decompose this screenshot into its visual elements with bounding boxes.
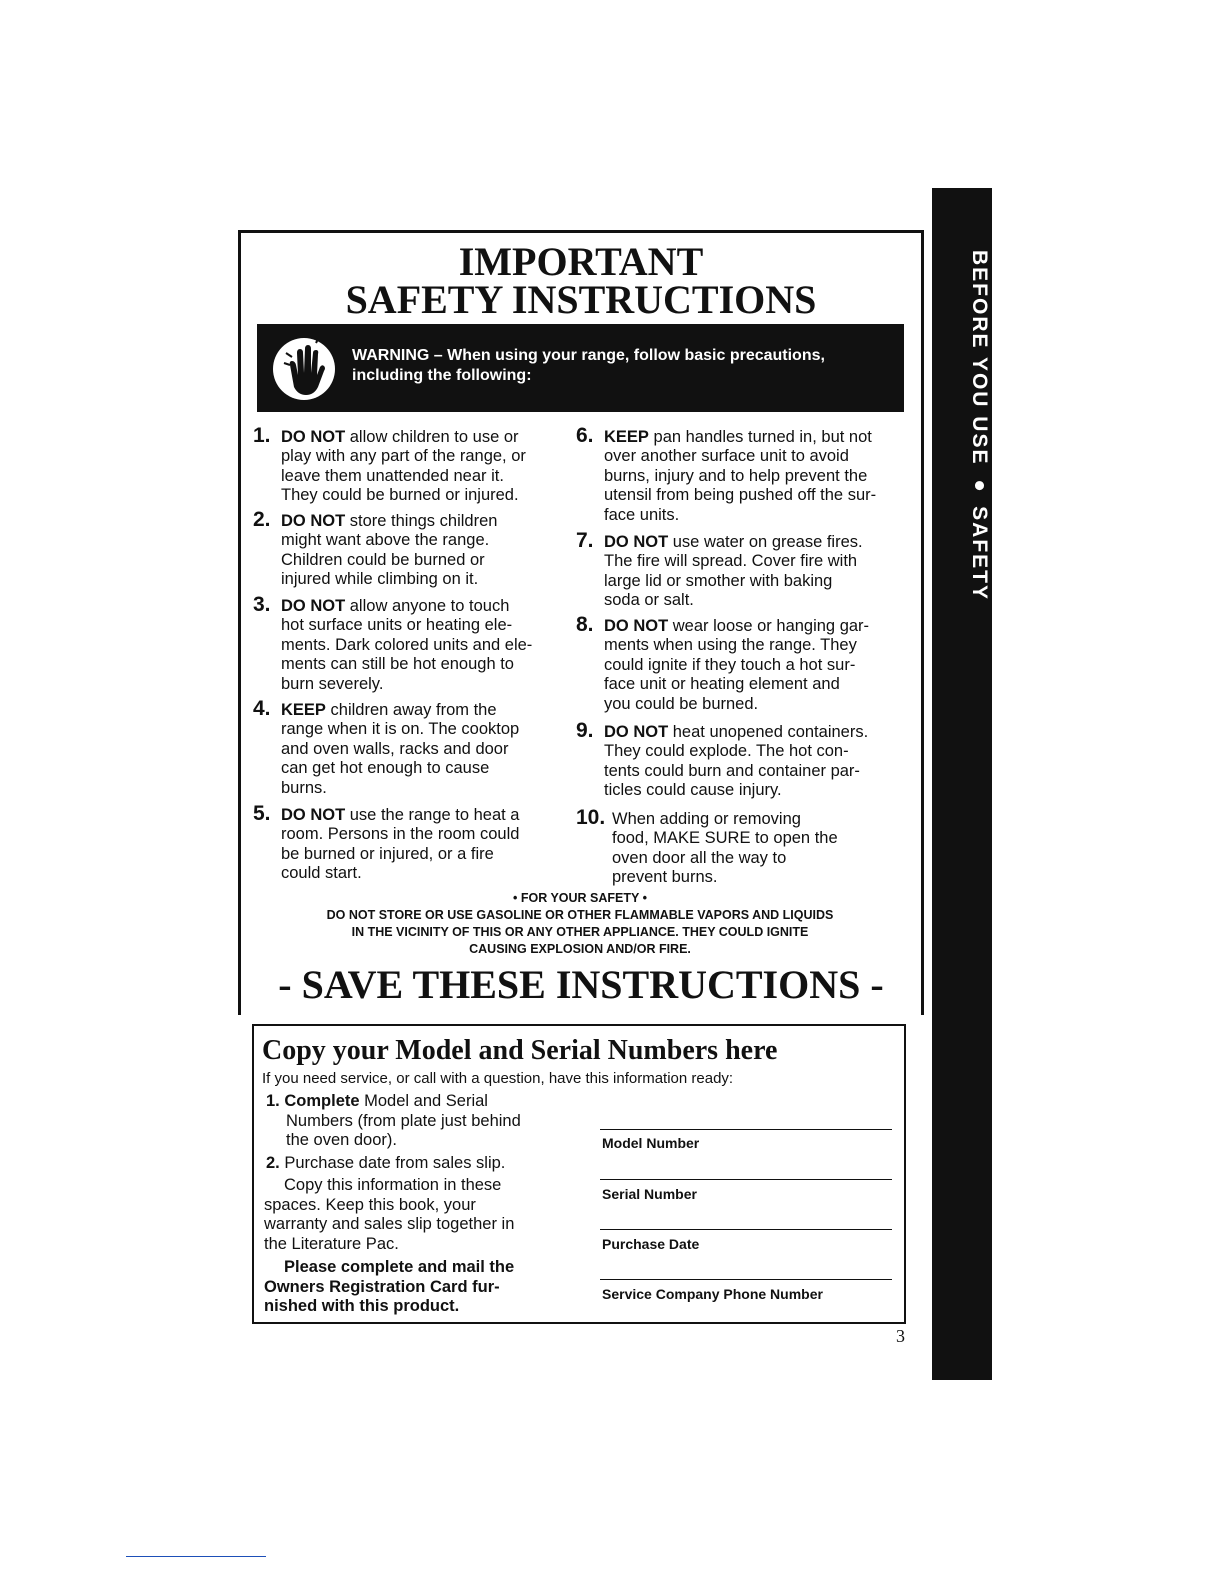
service-phone-line[interactable] <box>600 1279 892 1280</box>
serial-number-label: Serial Number <box>602 1186 697 1202</box>
instruction-item-10: 10. When adding or removing food, MAKE SURE to open the oven door all the way to prevent burns. <box>576 806 838 887</box>
serial-number-line[interactable] <box>600 1179 892 1180</box>
model-number-line[interactable] <box>600 1129 892 1130</box>
instruction-item-9: 9. DO NOT heat unopened containers. They could explode. The hot con- tents could burn and container par- ticles could cause injury. <box>576 719 869 800</box>
instruction-item-6: 6. KEEP pan handles turned in, but not over another surface unit to avoid burns, injury and to help prevent the utensil from being pushed off the sur- face units. <box>576 424 877 524</box>
for-your-safety-heading: • FOR YOUR SAFETY • <box>512 891 647 905</box>
instruction-item-3: 3. DO NOT allow anyone to touch hot surface units or heating ele- ments. Dark colored units and ele- ments can still be hot enough to burn severely. <box>253 593 533 693</box>
registration-note: Please complete and mail the Owners Registration Card fur- nished with this product. <box>264 1258 515 1316</box>
copy-paragraph: Copy this information in these spaces. Keep this book, your warranty and sales slip together in the Literature Pac. <box>264 1176 515 1253</box>
for-your-safety-line2: IN THE VICINITY OF THIS OR ANY OTHER APPLIANCE. THEY COULD IGNITE <box>351 925 809 939</box>
side-tab-label: BEFORE YOU USE ● SAFETY <box>968 250 991 601</box>
purchase-date-line[interactable] <box>600 1229 892 1230</box>
instruction-item-7: 7. DO NOT use water on grease fires. The fire will spread. Cover fire with large lid or smother with baking soda or salt. <box>576 529 863 610</box>
for-your-safety-line1: DO NOT STORE OR USE GASOLINE OR OTHER FLAMMABLE VAPORS AND LIQUIDS <box>326 908 834 922</box>
service-phone-label: Service Company Phone Number <box>602 1286 823 1302</box>
warning-line1: WARNING – When using your range, follow basic precautions, <box>352 347 825 364</box>
page-number: 3 <box>896 1326 905 1346</box>
model-number-label: Model Number <box>602 1135 700 1151</box>
copy-section-title: Copy your Model and Serial Numbers here <box>262 1035 778 1066</box>
save-instructions-banner: - SAVE THESE INSTRUCTIONS - <box>278 962 884 1007</box>
instruction-item-1: 1. DO NOT allow children to use or play with any part of the range, or leave them unattended near it. They could be burned or injured. <box>253 424 526 505</box>
hand-warning-icon <box>272 335 336 403</box>
instruction-item-8: 8. DO NOT wear loose or hanging gar- ments when using the range. They could ignite if they touch a hot sur- face unit or heating element and you could be burned. <box>576 613 870 713</box>
warning-line2: including the following: <box>352 367 532 384</box>
purchase-date-label: Purchase Date <box>602 1236 700 1252</box>
copy-section-subtitle: If you need service, or call with a question, have this information ready: <box>262 1070 734 1087</box>
instruction-item-2: 2. DO NOT store things children might want above the range. Children could be burned or injured while climbing on it. <box>253 508 498 589</box>
instruction-item-5: 5. DO NOT use the range to heat a room. Persons in the room could be burned or injured, or a fire could start. <box>253 802 520 883</box>
footer-rule <box>126 1556 266 1557</box>
copy-step-2: 2. Purchase date from sales slip. <box>266 1154 506 1172</box>
page-title-line1: IMPORTANT <box>458 239 704 284</box>
copy-step-1: 1. Complete Model and Serial Numbers (from plate just behind the oven door). <box>266 1092 521 1150</box>
for-your-safety-line3: CAUSING EXPLOSION AND/OR FIRE. <box>469 942 691 956</box>
instruction-item-4: 4. KEEP children away from the range when it is on. The cooktop and oven walls, racks and door can get hot enough to cause burns. <box>253 697 520 797</box>
page-title-line2: SAFETY INSTRUCTIONS <box>345 277 817 322</box>
warning-text <box>352 346 902 386</box>
